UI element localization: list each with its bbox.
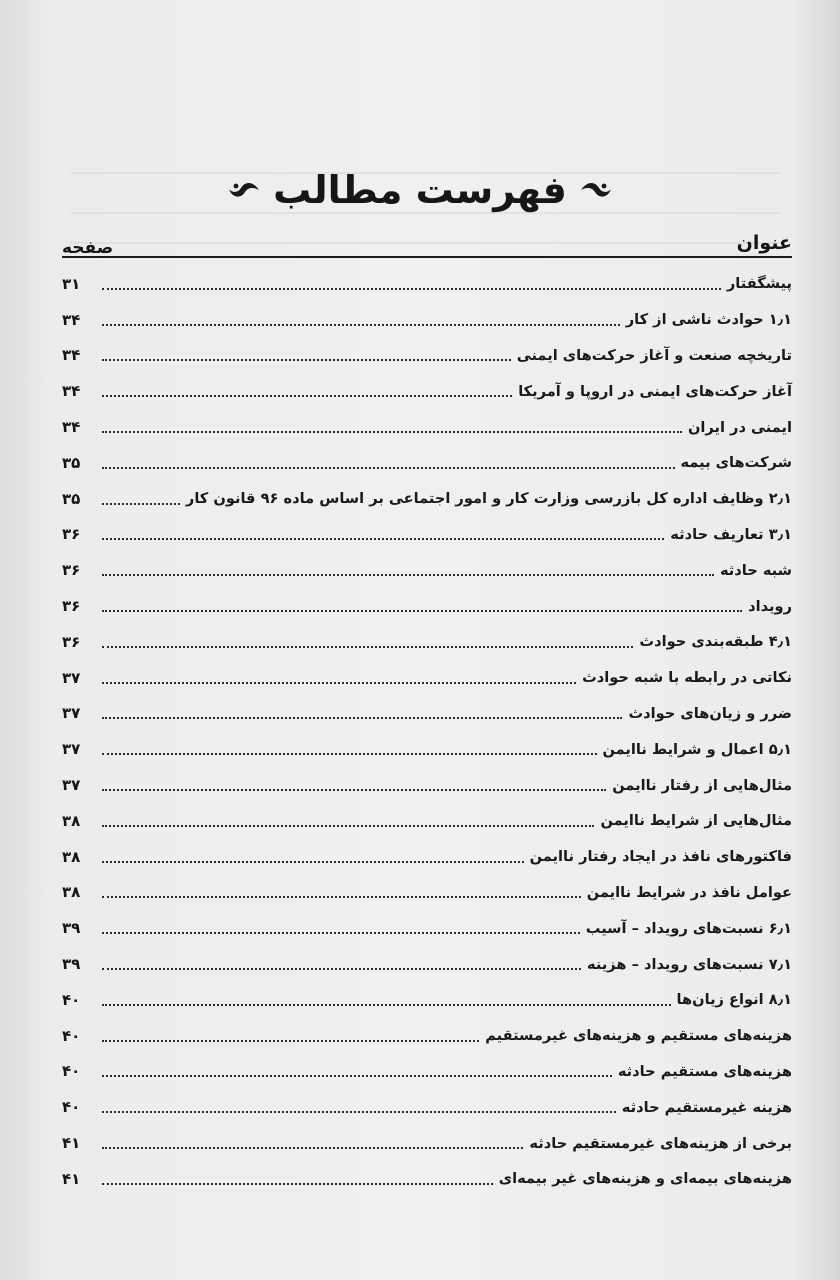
toc-entry bbox=[62, 1125, 792, 1161]
toc-entry bbox=[62, 302, 792, 338]
toc-entry-title: نکاتی در رابطه با شبه حوادث bbox=[582, 669, 792, 687]
dot-leader bbox=[102, 825, 594, 827]
dot-leader bbox=[102, 538, 664, 540]
toc-entry-title: هزینه غیرمستقیم حادثه bbox=[621, 1098, 792, 1116]
dot-leader bbox=[102, 861, 524, 863]
toc-entry-page: ۳۱ bbox=[62, 274, 81, 293]
toc-entry-page: ۳۷ bbox=[62, 740, 81, 759]
toc-entry-page: ۳۷ bbox=[62, 668, 81, 687]
toc-entry-page: ۳۸ bbox=[62, 847, 81, 866]
toc-entry-page: ۳۴ bbox=[62, 382, 81, 401]
page-column-heading: صفحه bbox=[62, 238, 114, 258]
dot-leader bbox=[102, 753, 597, 755]
toc-entry bbox=[62, 409, 792, 445]
dot-leader bbox=[102, 610, 742, 612]
dot-leader bbox=[102, 1183, 493, 1185]
toc-entry-page: ۳۴ bbox=[62, 418, 81, 437]
toc-entry bbox=[62, 875, 792, 911]
toc-entry-title: هزینه‌های مستقیم و هزینه‌های غیرمستقیم bbox=[485, 1027, 792, 1045]
toc-entry-title: تاریخچه صنعت و آغاز حرکت‌های ایمنی bbox=[516, 346, 792, 364]
toc-entry-page: ۳۴ bbox=[62, 346, 81, 365]
toc-entry-title: هزینه‌های مستقیم حادثه bbox=[617, 1062, 792, 1080]
toc-entry-page: ۳۷ bbox=[62, 704, 81, 723]
dot-leader bbox=[102, 288, 721, 290]
toc-entry-title: پیشگفتار bbox=[726, 275, 792, 293]
dot-leader bbox=[102, 1075, 612, 1077]
toc-entry bbox=[62, 982, 792, 1018]
dot-leader bbox=[102, 1111, 616, 1113]
toc-entry bbox=[62, 803, 792, 839]
toc-entry bbox=[62, 266, 792, 302]
toc-entry-title: شرکت‌های بیمه bbox=[680, 454, 792, 472]
toc-entry-title: ۴٫۱ طبقه‌بندی حوادث bbox=[639, 633, 792, 651]
dot-leader bbox=[102, 1004, 671, 1006]
dot-leader bbox=[102, 395, 512, 397]
toc-entry-title: مثال‌هایی از رفتار ناایمن bbox=[612, 776, 792, 794]
dot-leader bbox=[102, 1147, 523, 1149]
toc-entry-page: ۳۶ bbox=[62, 632, 81, 651]
toc-entry bbox=[62, 839, 792, 875]
toc-entry-page: ۴۰ bbox=[62, 1098, 81, 1117]
toc-entry-title: فاکتورهای نافذ در ایجاد رفتار ناایمن bbox=[529, 848, 792, 866]
toc-entry-title: رویداد bbox=[748, 597, 792, 615]
toc-entry bbox=[62, 1089, 792, 1125]
toc-entry-title: هزینه‌های بیمه‌ای و هزینه‌های غیر بیمه‌ای bbox=[498, 1170, 792, 1188]
dot-leader bbox=[102, 932, 580, 934]
dot-leader bbox=[102, 359, 511, 361]
dot-leader bbox=[102, 646, 633, 648]
toc-entry-title: ۵٫۱ اعمال و شرایط ناایمن bbox=[602, 740, 792, 758]
toc-entry-title: ۱٫۱ حوادث ناشی از کار bbox=[625, 311, 792, 329]
toc-entry bbox=[62, 910, 792, 946]
toc-entry bbox=[62, 767, 792, 803]
dot-leader bbox=[102, 1040, 479, 1042]
toc-entry bbox=[62, 946, 792, 982]
toc-entry bbox=[62, 731, 792, 767]
toc-entry bbox=[62, 1161, 792, 1197]
toc-entry-page: ۴۱ bbox=[62, 1169, 81, 1188]
bleed-through-line bbox=[70, 212, 780, 214]
toc-entry-title: ۶٫۱ نسبت‌های رویداد – آسیب bbox=[585, 919, 792, 937]
toc-entry bbox=[62, 1054, 792, 1090]
dot-leader bbox=[102, 467, 675, 469]
toc-entry bbox=[62, 588, 792, 624]
toc-entry-title: شبه حادثه bbox=[719, 561, 792, 579]
toc-entry bbox=[62, 373, 792, 409]
toc-entry-page: ۳۹ bbox=[62, 919, 81, 938]
toc-entry-title: ۳٫۱ تعاریف حادثه bbox=[670, 525, 792, 543]
ornament-right-icon bbox=[579, 180, 613, 200]
toc-entry bbox=[62, 624, 792, 660]
dot-leader bbox=[102, 682, 576, 684]
toc-entry-page: ۳۶ bbox=[62, 525, 81, 544]
toc-entry bbox=[62, 517, 792, 553]
toc-entry-title: آغاز حرکت‌های ایمنی در اروپا و آمریکا bbox=[518, 382, 792, 400]
toc-entry-page: ۳۵ bbox=[62, 453, 81, 472]
toc-entry bbox=[62, 338, 792, 374]
toc-entry-title: ۷٫۱ نسبت‌های رویداد – هزینه bbox=[587, 955, 792, 973]
dot-leader bbox=[102, 896, 581, 898]
dot-leader bbox=[102, 717, 622, 719]
toc-entry-title: ایمنی در ایران bbox=[687, 418, 792, 436]
toc-entry-page: ۳۷ bbox=[62, 776, 81, 795]
toc-entry bbox=[62, 445, 792, 481]
toc-entry-title: مثال‌هایی از شرایط ناایمن bbox=[600, 812, 792, 830]
toc-list bbox=[62, 266, 792, 1197]
title-column-heading: عنوان bbox=[736, 232, 792, 254]
toc-entry-page: ۳۶ bbox=[62, 561, 81, 580]
toc-entry-page: ۳۵ bbox=[62, 489, 81, 508]
page-title: فهرست مطالب bbox=[273, 168, 567, 212]
toc-entry-page: ۴۰ bbox=[62, 990, 81, 1009]
toc-entry bbox=[62, 552, 792, 588]
toc-entry-title: ۸٫۱ انواع زیان‌ها bbox=[676, 991, 792, 1009]
dot-leader bbox=[102, 574, 714, 576]
toc-entry-page: ۳۶ bbox=[62, 597, 81, 616]
toc-entry bbox=[62, 481, 792, 517]
toc-entry-title: ۲٫۱ وظایف اداره کل بازرسی وزارت کار و امور اجتماعی بر اساس ماده ۹۶ قانون کار bbox=[185, 490, 792, 508]
dot-leader bbox=[102, 503, 180, 505]
header-divider bbox=[62, 256, 792, 258]
dot-leader bbox=[102, 789, 606, 791]
toc-entry bbox=[62, 696, 792, 732]
toc-entry-page: ۳۸ bbox=[62, 883, 81, 902]
toc-entry bbox=[62, 1018, 792, 1054]
toc-entry-page: ۴۱ bbox=[62, 1134, 81, 1153]
title-block bbox=[0, 168, 840, 212]
dot-leader bbox=[102, 968, 581, 970]
toc-entry-page: ۳۸ bbox=[62, 811, 81, 830]
toc-entry-page: ۳۹ bbox=[62, 955, 81, 974]
toc-entry-page: ۴۰ bbox=[62, 1062, 81, 1081]
toc-entry-title: عوامل نافذ در شرایط ناایمن bbox=[586, 883, 792, 901]
toc-entry-title: برخی از هزینه‌های غیرمستقیم حادثه bbox=[529, 1134, 792, 1152]
ornament-left-icon bbox=[227, 180, 261, 200]
dot-leader bbox=[102, 431, 682, 433]
dot-leader bbox=[102, 324, 620, 326]
toc-entry-title: ضرر و زیان‌های حوادث bbox=[628, 704, 792, 722]
toc-entry bbox=[62, 660, 792, 696]
toc-entry-page: ۳۴ bbox=[62, 310, 81, 329]
toc-entry-page: ۴۰ bbox=[62, 1026, 81, 1045]
